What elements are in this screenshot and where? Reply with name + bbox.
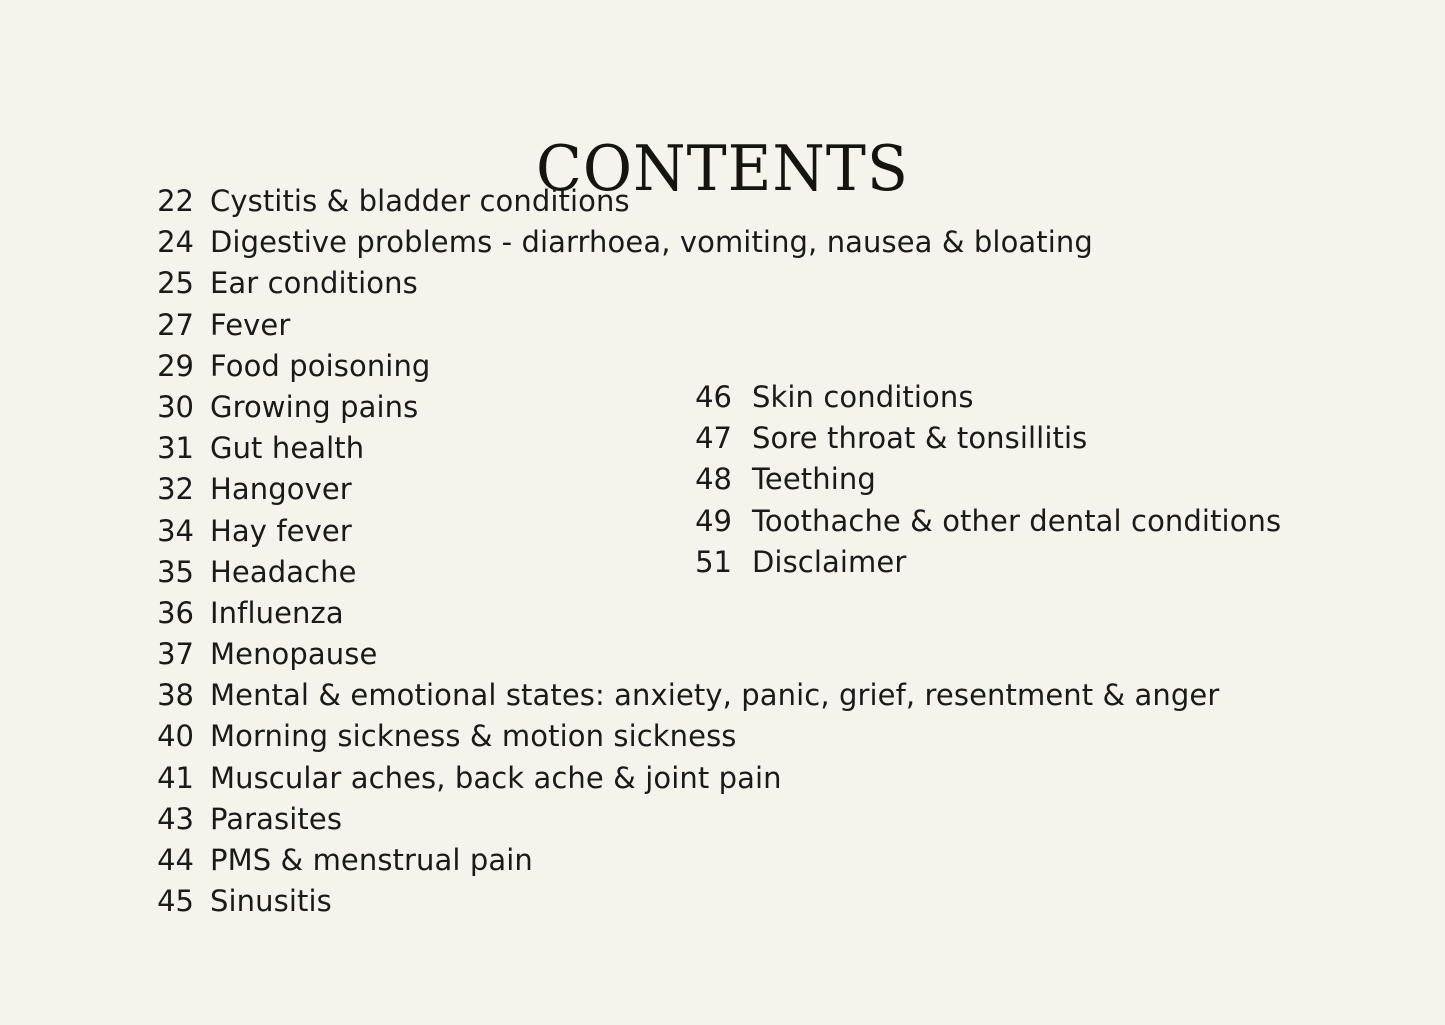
toc-entry-page-number: 49 [695,503,732,538]
toc-entry-title: Headache [210,554,357,589]
toc-entry-title: Digestive problems - diarrhoea, vomiting, nausea & bloating [210,225,1093,260]
page-title: CONTENTS [535,133,910,206]
toc-entry-title: Skin conditions [752,380,974,414]
toc-entry-page-number: 24 [157,225,194,260]
toc-entry-title: Ear conditions [210,266,418,301]
toc-entry[interactable] [148,593,1328,634]
toc-entry-title: Sinusitis [210,884,332,919]
toc-entry[interactable] [690,459,1390,500]
toc-entry-title: Disclaimer [752,544,907,579]
toc-entry-title: Growing pains [210,389,419,424]
toc-entry-page-number: 41 [157,760,194,795]
toc-entry-page-number: 38 [157,678,194,713]
toc-column-right [690,377,1390,583]
toc-entry-title: Influenza [210,595,344,630]
toc-entry[interactable] [690,377,1390,418]
toc-entry[interactable] [148,222,1328,263]
toc-entry-page-number: 22 [157,184,194,218]
toc-entry[interactable] [148,799,1328,840]
toc-entry-title: Muscular aches, back ache & joint pain [210,760,782,795]
toc-entry[interactable] [148,758,1328,799]
toc-entry-page-number: 45 [157,884,194,919]
toc-entry-page-number: 40 [157,719,194,754]
toc-entry-page-number: 47 [695,421,732,456]
toc-entry-title: Food poisoning [210,348,431,383]
toc-entry-title: Mental & emotional states: anxiety, panic, grief, resentment & anger [210,678,1220,713]
toc-entry[interactable] [148,716,1328,757]
toc-entry[interactable] [690,418,1390,459]
toc-entry-page-number: 46 [695,380,732,414]
toc-entry[interactable] [690,501,1390,542]
toc-entry-title: Hay fever [210,513,352,548]
toc-entry-page-number: 30 [157,389,194,424]
toc-entry-page-number: 27 [157,307,194,342]
toc-entry-title: PMS & menstrual pain [210,843,533,877]
toc-entry[interactable] [148,634,1328,675]
toc-entry-title: Menopause [210,637,378,672]
toc-entry-title: Fever [210,307,291,342]
toc-entry-title: Teething [752,462,876,497]
toc-entry-page-number: 31 [157,431,194,466]
toc-entry-title: Sore throat & tonsillitis [752,421,1088,456]
toc-entry[interactable] [148,675,1328,716]
toc-entry-page-number: 43 [157,801,194,836]
toc-entry-page-number: 51 [695,544,732,579]
toc-entry-page-number: 44 [157,843,194,877]
toc-entry-page-number: 25 [157,266,194,301]
toc-entry-title: Cystitis & bladder conditions [210,184,630,218]
toc-entry[interactable] [690,542,1390,583]
toc-entry-page-number: 32 [157,472,194,507]
toc-entry[interactable] [148,881,1328,922]
toc-entry-page-number: 37 [157,637,194,672]
toc-entry-page-number: 34 [157,513,194,548]
toc-entry-title: Hangover [210,472,352,507]
toc-entry-title: Gut health [210,431,365,466]
toc-entry[interactable] [148,305,1328,346]
toc-entry[interactable] [148,263,1328,304]
toc-entry-page-number: 29 [157,348,194,383]
toc-entry-title: Parasites [210,801,343,836]
toc-entry[interactable] [148,840,1328,881]
toc-entry-page-number: 36 [157,595,194,630]
toc-entry-title: Toothache & other dental conditions [752,503,1282,538]
toc-entry-page-number: 35 [157,554,194,589]
toc-entry-page-number: 48 [695,462,732,497]
toc-entry[interactable] [148,181,1328,222]
toc-entry-title: Morning sickness & motion sickness [210,719,737,754]
